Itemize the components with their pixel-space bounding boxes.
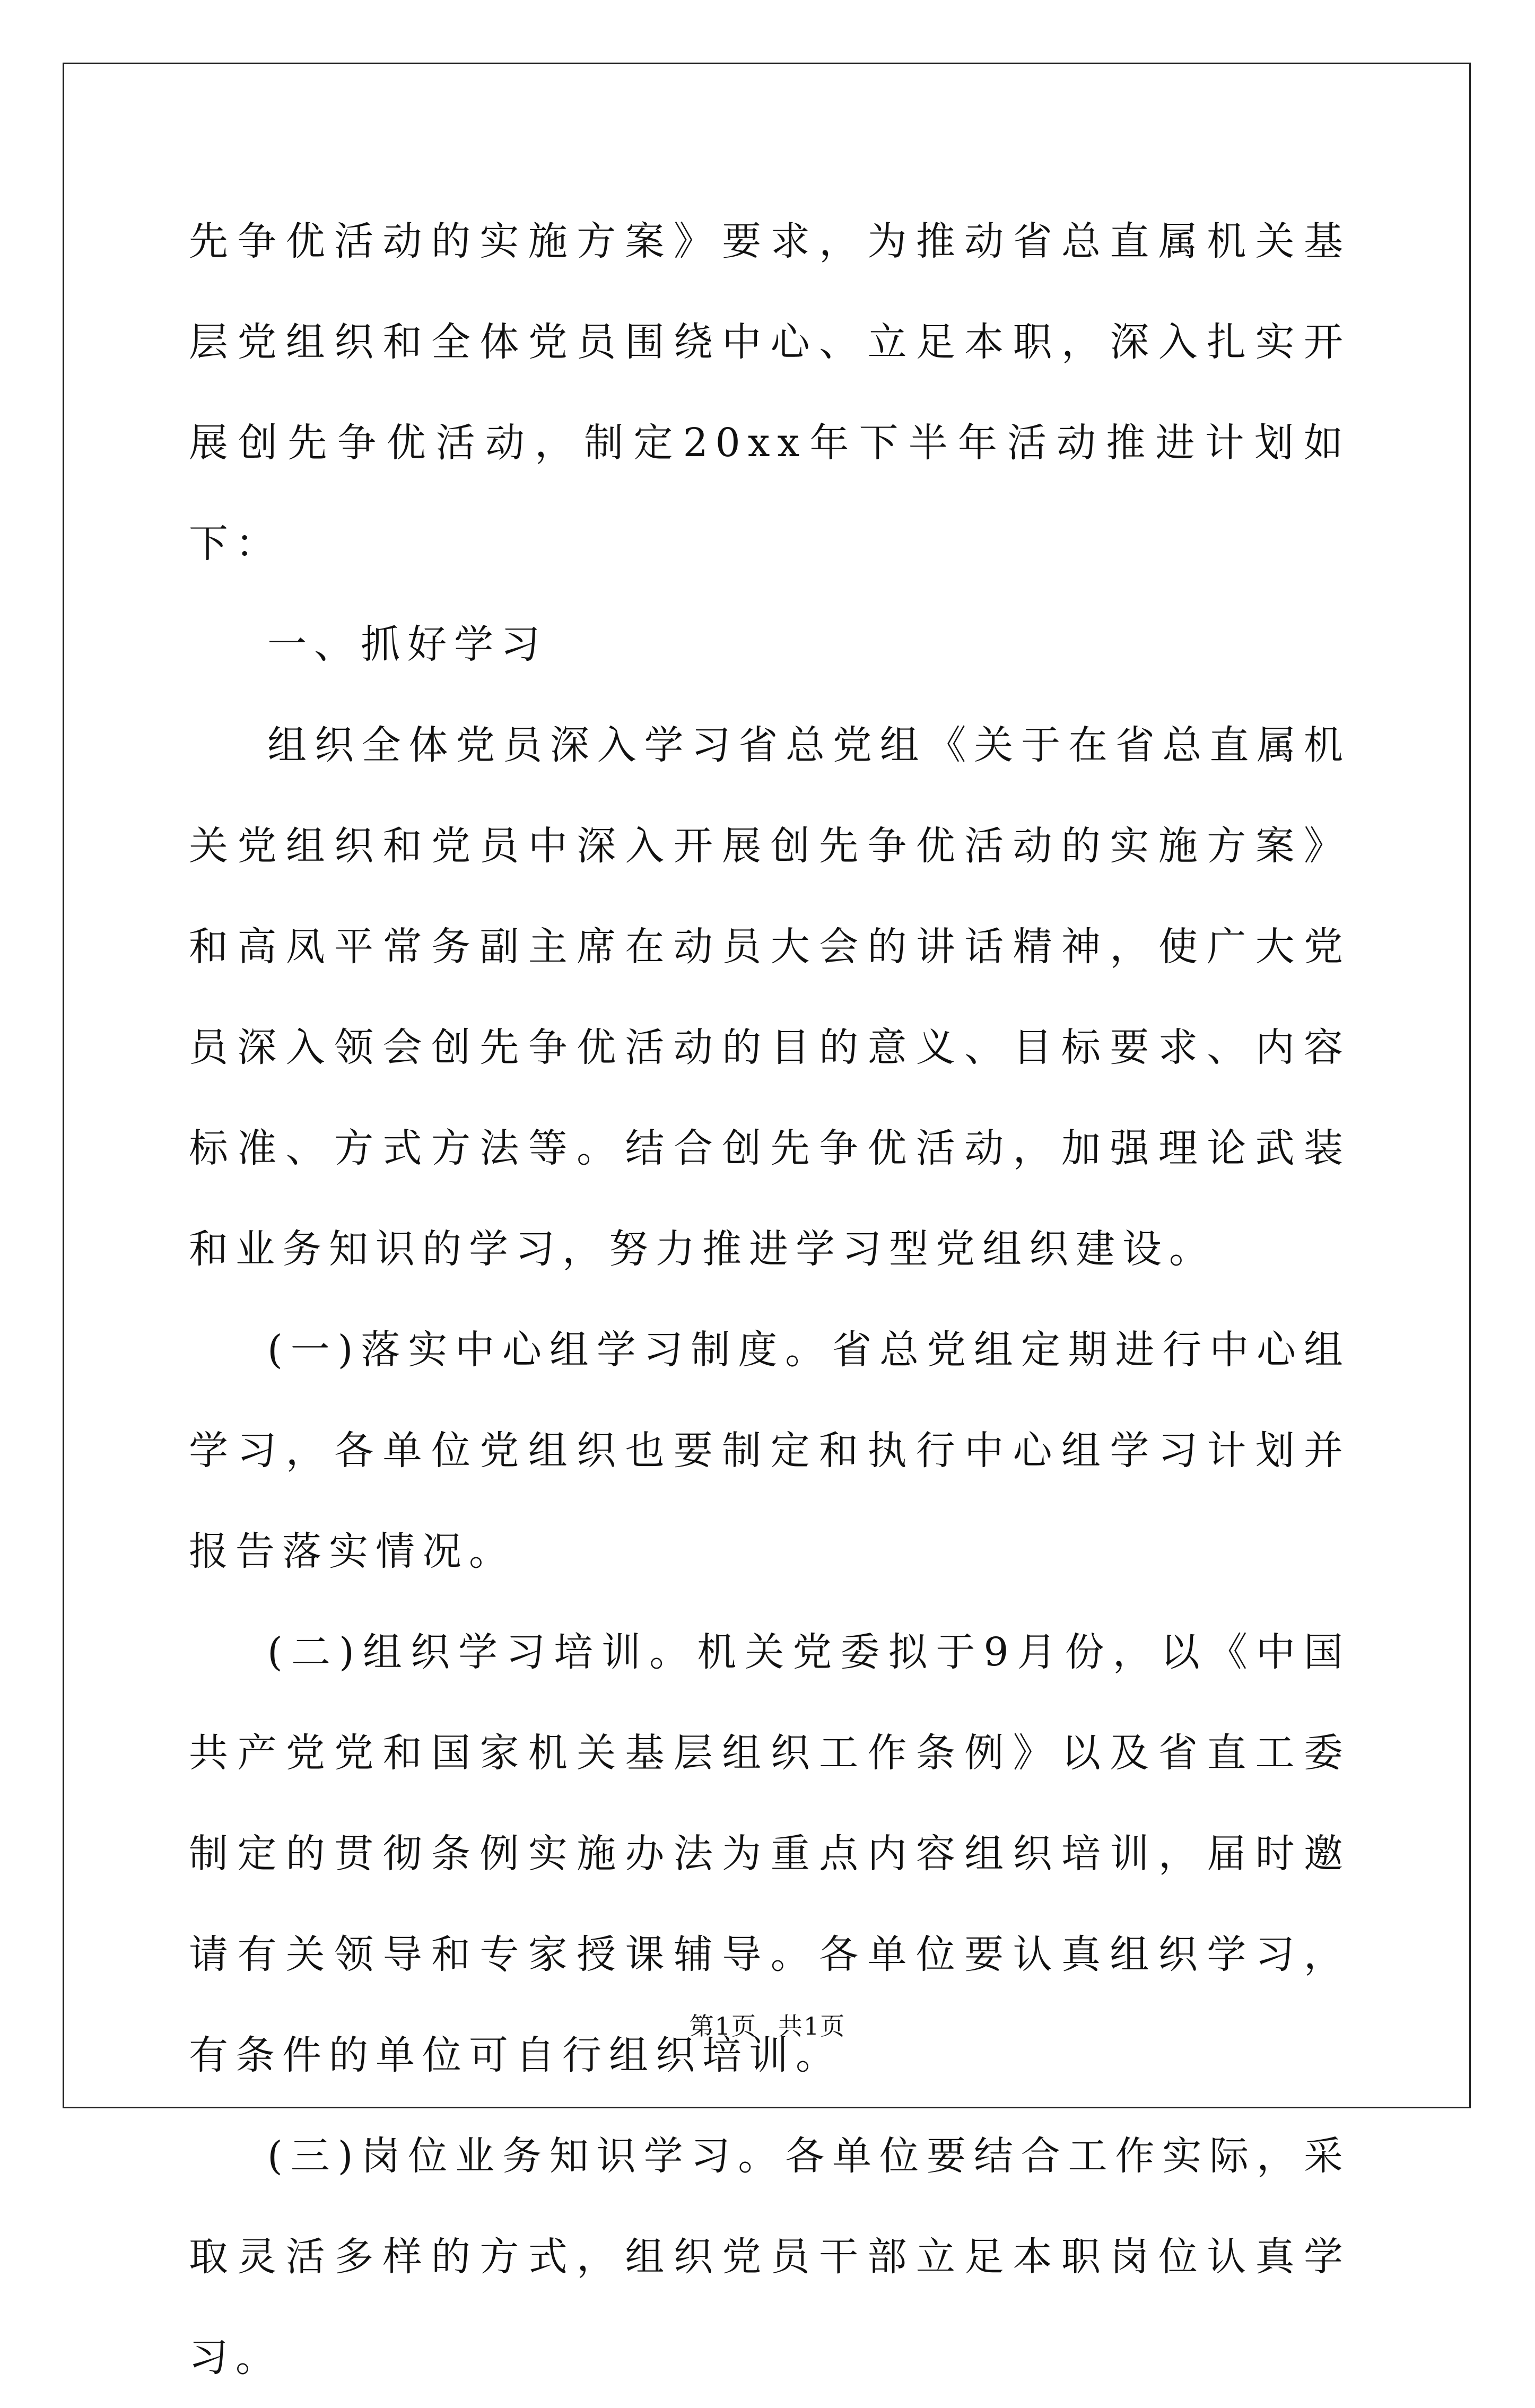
paragraph-item-2: (二)组织学习培训。机关党委拟于9月份，以《中国共产党党和国家机关基层组织工作条例》以及省直工委制定的贯彻条例实施办法为重点内容组织培训，届时邀请有关领导和专家授课辅导。各单位要认真组织学习，有条件的单位可自行组织培训。 (189, 1629, 1350, 2078)
section-heading-study: 一、抓好学习 (267, 622, 547, 667)
paragraph-study-overview: 组织全体党员深入学习省总党组《关于在省总直属机关党组织和党员中深入开展创先争优活动的实施方案》和高凤平常务副主席在动员大会的讲话精神，使广大党员深入领会创先争优活动的目的意义、目标要求、内容标准、方式方法等。结合创先争优活动，加强理论武装和业务知识的学习，努力推进学习型党组织建设。 (189, 722, 1350, 1272)
page-total: 共1页 (778, 2012, 846, 2040)
page-footer (0, 2010, 1535, 2042)
document-body (189, 191, 1350, 2408)
page-number: 第1页 (689, 2012, 757, 2040)
paragraph-item-3: (三)岗位业务知识学习。各单位要结合工作实际，采取灵活多样的方式，组织党员干部立足本职岗位认真学习。 (189, 2133, 1350, 2380)
paragraph-item-1: (一)落实中心组学习制度。省总党组定期进行中心组学习，各单位党组织也要制定和执行中心组学习计划并报告落实情况。 (189, 1327, 1350, 1574)
paragraph-intro: 先争优活动的实施方案》要求，为推动省总直属机关基层党组织和全体党员围绕中心、立足本职，深入扎实开展创先争优活动，制定20xx年下半年活动推进计划如下： (189, 219, 1350, 566)
